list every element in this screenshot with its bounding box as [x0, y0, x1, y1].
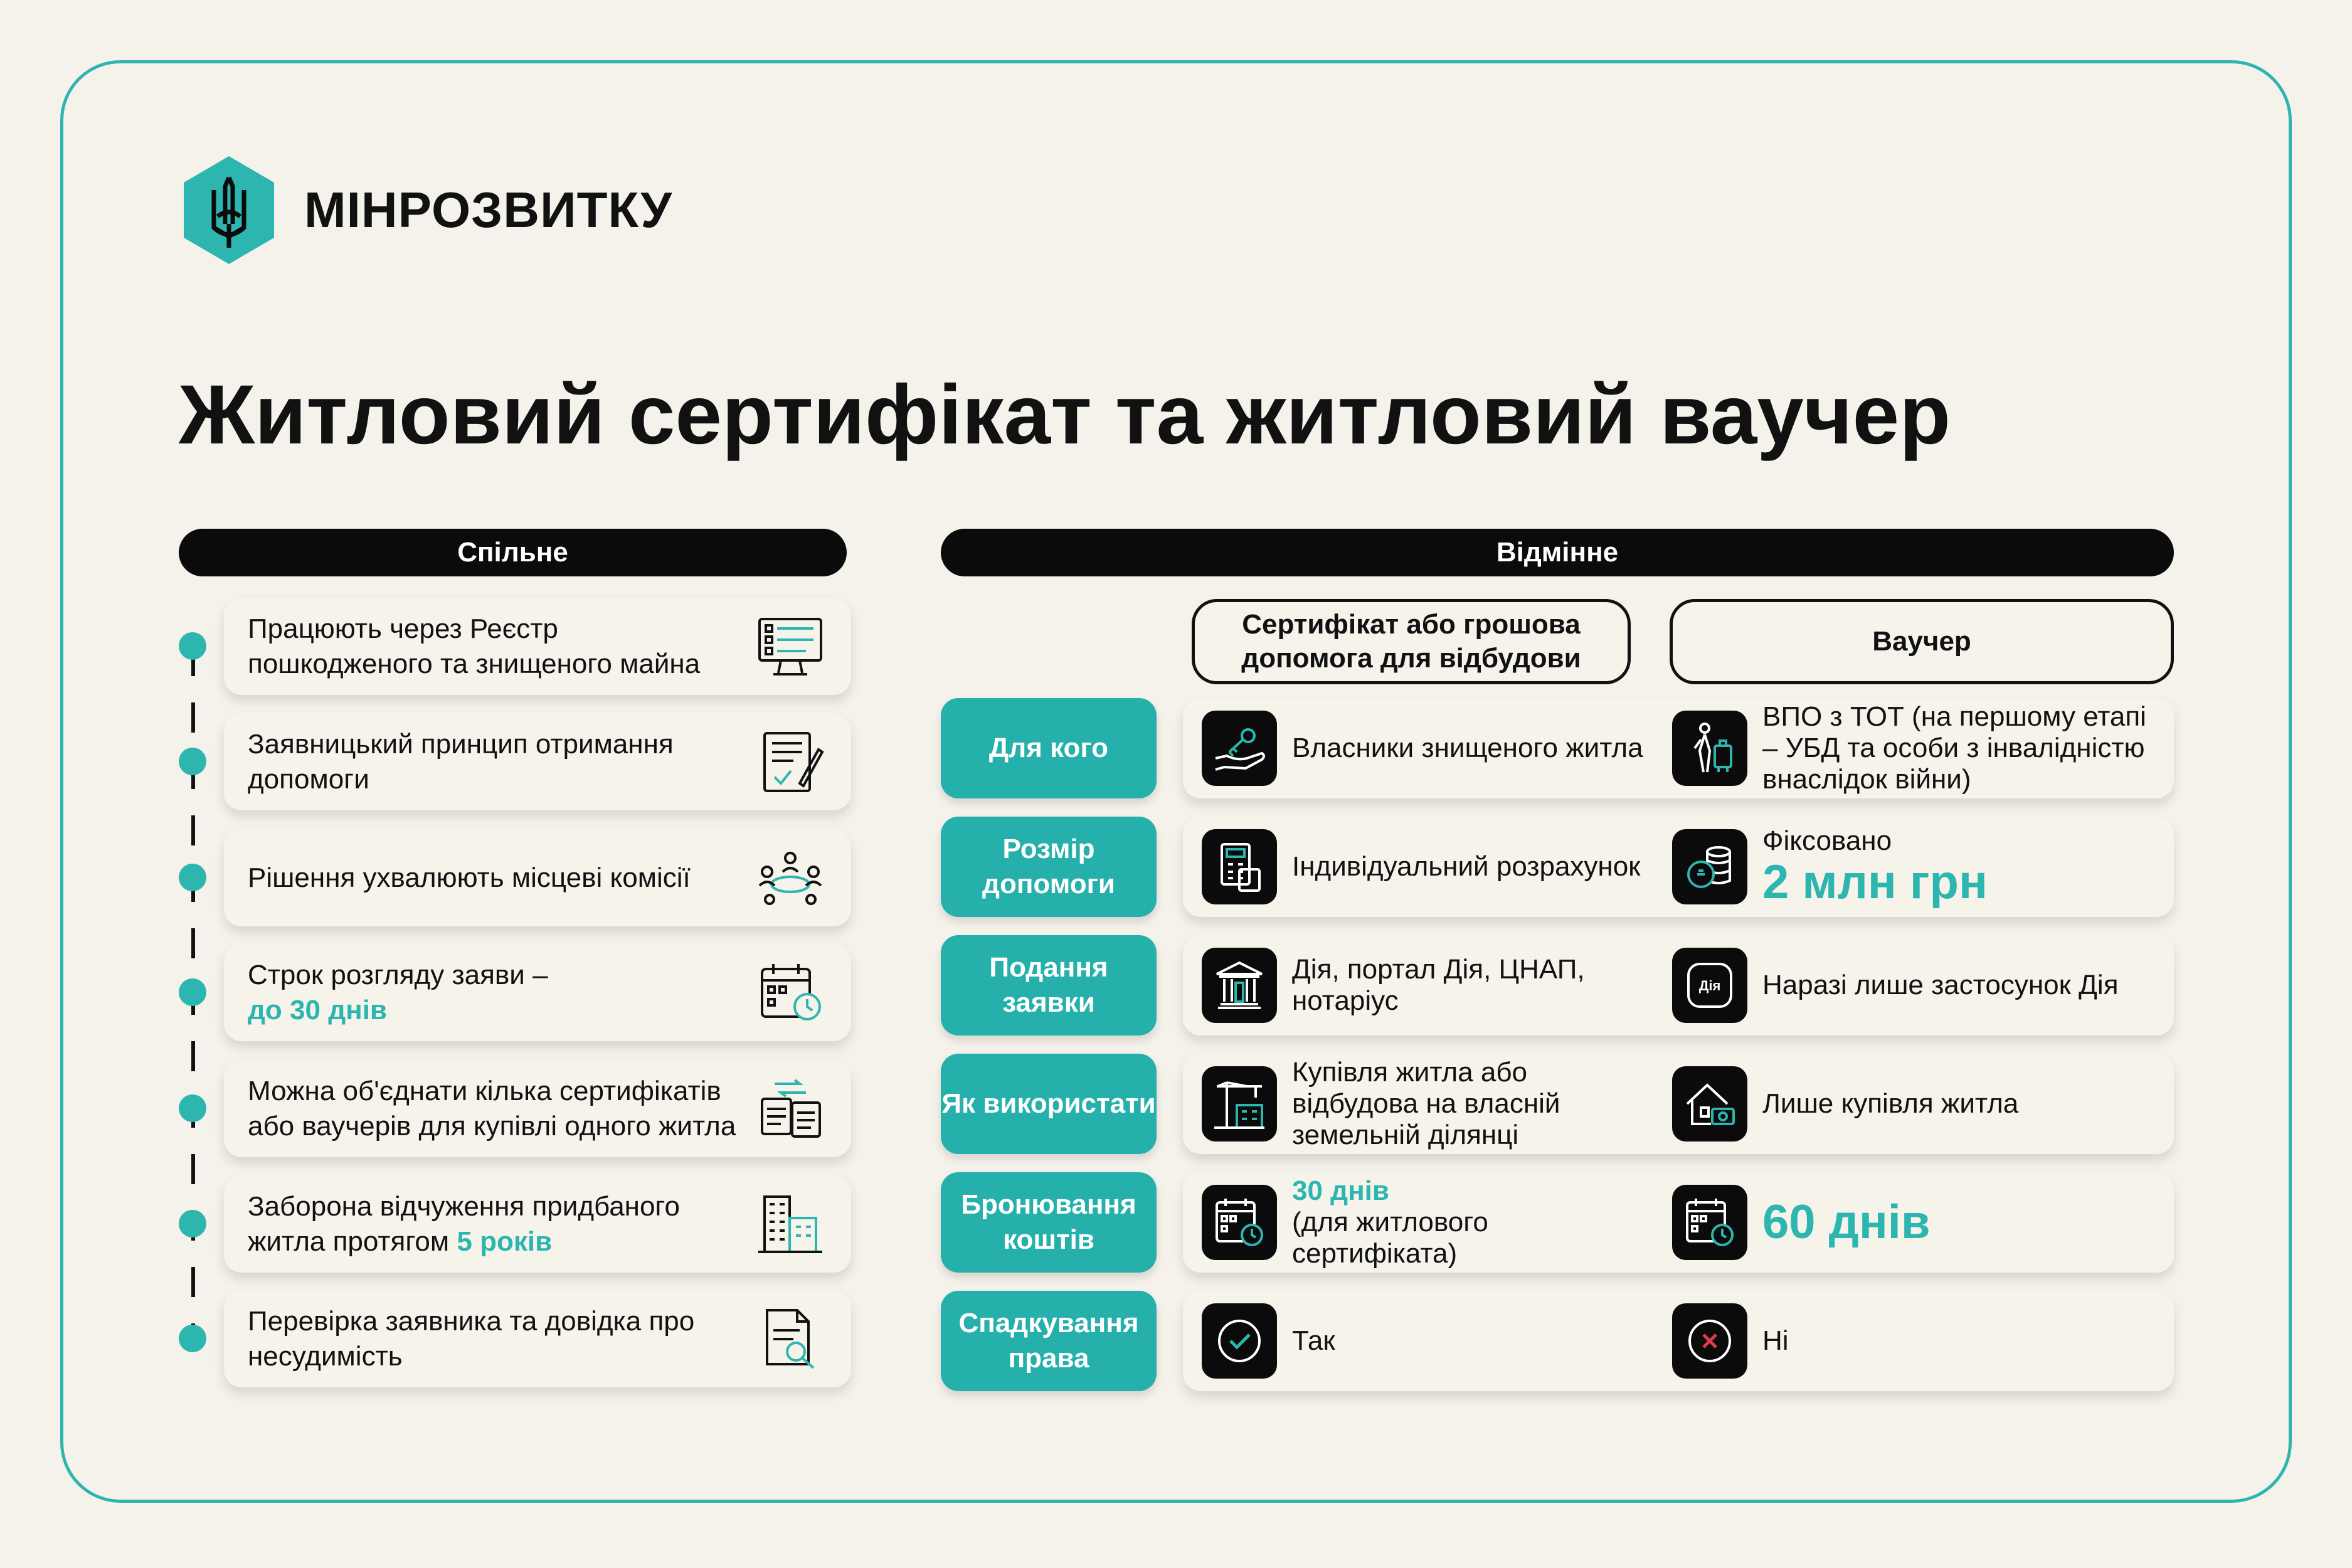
list-item-text-main: Заборона відчуження придбаного житла протягом: [248, 1190, 680, 1257]
cell-text-main: Фіксовано: [1762, 825, 1892, 856]
cell-certificate: [1202, 817, 1660, 917]
timeline-dot: [179, 978, 206, 1006]
cell-voucher: [1672, 935, 2168, 1036]
cell-voucher: [1672, 1054, 2168, 1154]
list-item: [224, 944, 851, 1041]
list-item: [224, 713, 851, 810]
cell-text-main: (для житлового сертифіката): [1292, 1207, 1488, 1269]
cell-text: Наразі лише застосунок Дія: [1762, 970, 2119, 1000]
column-header-voucher: Ваучер: [1670, 599, 2174, 684]
list-item: [224, 1290, 851, 1387]
cell-big-value: 2 млн грн: [1762, 856, 1988, 909]
trident-shield-icon: [179, 154, 279, 267]
list-item-text: Працюють через Реєстр пошкодженого та знищеного майна: [248, 613, 701, 679]
brand-name: МІНРОЗВИТКУ: [304, 182, 673, 238]
timeline-dot: [179, 1210, 206, 1237]
list-item-text: Рішення ухвалюють місцеві комісії: [248, 862, 691, 893]
list-item-text: Можна об'єднати кілька сертифікатів або ваучерів для купівлі одного житла: [248, 1075, 736, 1142]
cross-circle-icon: [1682, 1313, 1737, 1369]
row-label: Як використати: [941, 1054, 1157, 1154]
common-header: Спільне: [179, 529, 847, 576]
construction-crane-icon: [1212, 1076, 1267, 1131]
coins-icon: [1682, 839, 1737, 894]
meeting-table-icon: [756, 847, 825, 909]
table-row: [1183, 1054, 2174, 1154]
cell-voucher: [1672, 698, 2168, 798]
page-title: Житловий сертифікат та житловий ваучер: [179, 368, 1951, 462]
row-label: Подання заявки: [941, 935, 1157, 1036]
cell-highlight: 30 днів: [1292, 1175, 1389, 1206]
cell-text: Так: [1292, 1325, 1335, 1356]
table-row: [1183, 1291, 2174, 1391]
cell-text: Купівля житла або відбудова на власній земельній ділянці: [1292, 1057, 1560, 1150]
brand-logo: [179, 154, 672, 267]
timeline-dot: [179, 632, 206, 660]
timeline-dot: [179, 1325, 206, 1352]
calculator-icon: [1212, 839, 1267, 894]
list-item: [224, 1175, 851, 1273]
cell-big-value: 60 днів: [1762, 1195, 1931, 1249]
row-label: Спадкування права: [941, 1291, 1157, 1391]
hand-key-icon: [1212, 721, 1267, 776]
cell-text: [1762, 825, 1988, 908]
document-search-icon: [756, 1308, 825, 1370]
calendar-clock-icon: [1212, 1195, 1267, 1250]
column-header-certificate: Сертифікат або грошова допомога для відбудови: [1192, 599, 1631, 684]
cell-text: ВПО з ТОТ (на першому етапі – УБД та особи з інвалідністю внаслідок війни): [1762, 701, 2146, 795]
timeline-dot: [179, 864, 206, 891]
list-item: [224, 829, 851, 926]
calendar-clock-icon: [1682, 1195, 1737, 1250]
monitor-checklist-icon: [756, 615, 825, 678]
cell-certificate: [1202, 1054, 1660, 1154]
cell-text: Ні: [1762, 1325, 1789, 1356]
buildings-icon: [756, 1193, 825, 1256]
cell-text: Лише купівля житла: [1762, 1088, 2019, 1119]
documents-exchange-icon: [756, 1078, 825, 1140]
calendar-clock-icon: [756, 961, 825, 1024]
check-circle-icon: [1212, 1313, 1267, 1369]
list-item: [224, 598, 851, 695]
cell-text: [1292, 1175, 1660, 1269]
cell-text: Власники знищеного житла: [1292, 733, 1643, 763]
timeline-dot: [179, 1094, 206, 1122]
diia-app-label: Дія: [1698, 978, 1721, 993]
table-row: [1183, 1172, 2174, 1273]
house-money-icon: [1682, 1076, 1737, 1131]
cell-text: Дія, портал Дія, ЦНАП, нотаріус: [1292, 954, 1585, 1016]
cell-text: Індивідуальний розрахунок: [1292, 851, 1641, 882]
list-item: [224, 1060, 851, 1157]
person-luggage-icon: [1682, 721, 1737, 776]
cell-voucher: [1672, 1172, 2168, 1273]
cell-certificate: [1202, 1291, 1660, 1391]
cell-certificate: [1202, 935, 1660, 1036]
list-item-text-main: Строк розгляду заяви –: [248, 959, 548, 990]
list-item-text: Перевірка заявника та довідка про несудимість: [248, 1305, 695, 1372]
list-item-text: [248, 958, 743, 1028]
government-building-icon: [1212, 958, 1267, 1013]
cell-voucher: [1672, 817, 2168, 917]
cell-certificate: [1202, 1172, 1660, 1273]
row-label: Розмір допомоги: [941, 817, 1157, 917]
document-pen-icon: [756, 731, 825, 793]
table-row: [1183, 698, 2174, 798]
timeline-dot: [179, 748, 206, 775]
table-row: [1183, 935, 2174, 1036]
diia-app-icon: [1682, 958, 1737, 1013]
list-item-highlight: до 30 днів: [248, 994, 387, 1025]
table-row: [1183, 817, 2174, 917]
list-item-highlight: 5 років: [457, 1226, 553, 1257]
row-label: Бронювання коштів: [941, 1172, 1157, 1273]
list-item-text: [248, 1189, 743, 1259]
row-label: Для кого: [941, 698, 1157, 798]
cell-certificate: [1202, 698, 1660, 798]
cell-voucher: [1672, 1291, 2168, 1391]
different-header: Відмінне: [941, 529, 2174, 576]
list-item-text: Заявницький принцип отримання допомоги: [248, 728, 674, 795]
